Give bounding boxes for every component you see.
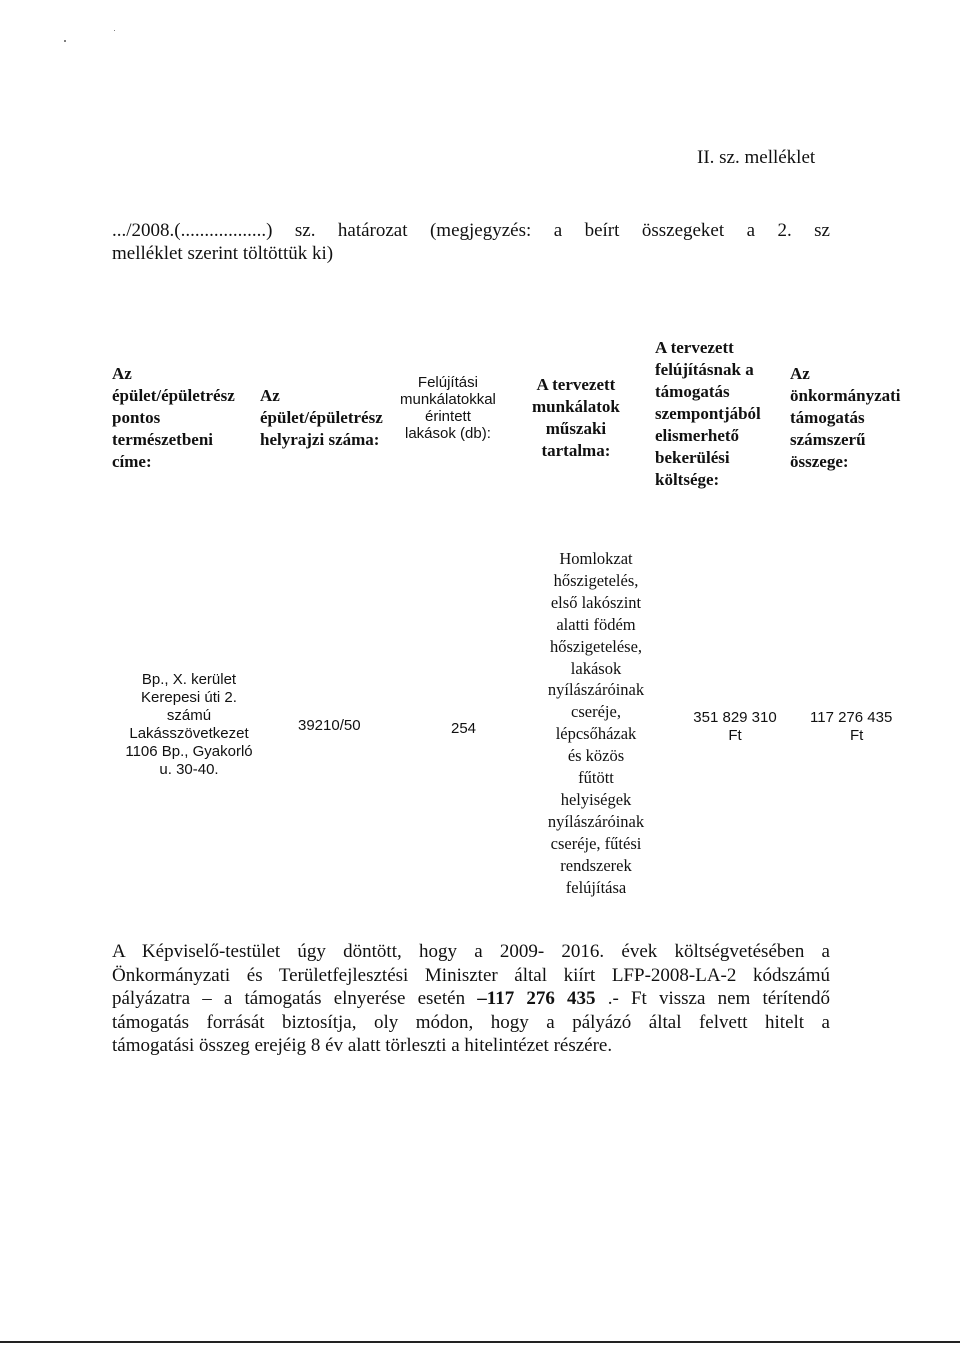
cost-unit: Ft <box>728 727 742 744</box>
subsidy-unit: Ft <box>850 727 864 744</box>
bottom-rule <box>0 1341 960 1343</box>
header-eligible-cost: A tervezett felújításnak a támogatás szempontjából elismerhető bekerülési költsége: <box>655 338 761 489</box>
annex-label: II. sz. melléklet <box>697 147 816 168</box>
header-subsidy-amount: Az önkormányzati támogatás számszerű összege: <box>790 364 901 471</box>
subsidy-amount-bold: –117 276 435 <box>477 988 596 1009</box>
decision-text: pályázatra – a támogatás elnyerése esetén <box>112 988 478 1009</box>
cell-subsidy-amount <box>810 709 960 745</box>
scan-speck <box>64 40 66 42</box>
cost-value: 351 829 310 <box>693 709 777 726</box>
cell-planned-works: Homlokzat hőszigetelés, első lakószint alatti födém hőszigetelése, lakások nyílászáróinak cseréje, lépcsőházak és közös fűtött helyiségek nyílászáróinak cseréje, fűtési rendszerek felújítása <box>547 549 645 897</box>
decision-line: Önkormányzati és Területfejlesztési Miniszter által kiírt LFP-2008-LA-2 kódszámú <box>112 964 830 986</box>
header-affected-flats: Felújítási munkálatokkal érintett lakások (db): <box>400 374 496 442</box>
cell-plot-number: 39210/50 <box>298 717 361 734</box>
subsidy-value: 117 276 435 <box>810 709 893 726</box>
scan-speck <box>114 30 115 31</box>
decision-line: A Képviselő-testület úgy döntött, hogy a 2009- 2016. évek költségvetésében a <box>112 941 830 962</box>
cell-eligible-cost <box>685 709 785 745</box>
header-plot-number: Az épület/épületrész helyrajzi száma: <box>260 386 383 449</box>
decision-line: támogatási összeg erejéig 8 év alatt törleszti a hitelintézet részére. <box>112 1035 613 1056</box>
header-address: Az épület/épületrész pontos természetbeni címe: <box>112 364 235 471</box>
cell-affected-flats: 254 <box>451 720 477 737</box>
decision-line: támogatás forrását biztosítja, oly módon, hogy a pályázó által felvett hitelt a <box>112 1011 830 1033</box>
header-planned-works: A tervezett munkálatok műszaki tartalma: <box>532 375 620 460</box>
decision-text: .- Ft vissza nem térítendő <box>595 988 830 1009</box>
decision-paragraph <box>112 940 830 1058</box>
resolution-reference: .../2008.(..................) sz. határozat (megjegyzés: a beírt összegeket a 2. sz <box>112 220 830 241</box>
decision-line <box>112 987 830 1011</box>
cell-address: Bp., X. kerület Kerepesi úti 2. számú Lakásszövetkezet 1106 Bp., Gyakorló u. 30-40. <box>125 671 253 778</box>
resolution-reference-continued: melléklet szerint töltöttük ki) <box>112 243 334 264</box>
